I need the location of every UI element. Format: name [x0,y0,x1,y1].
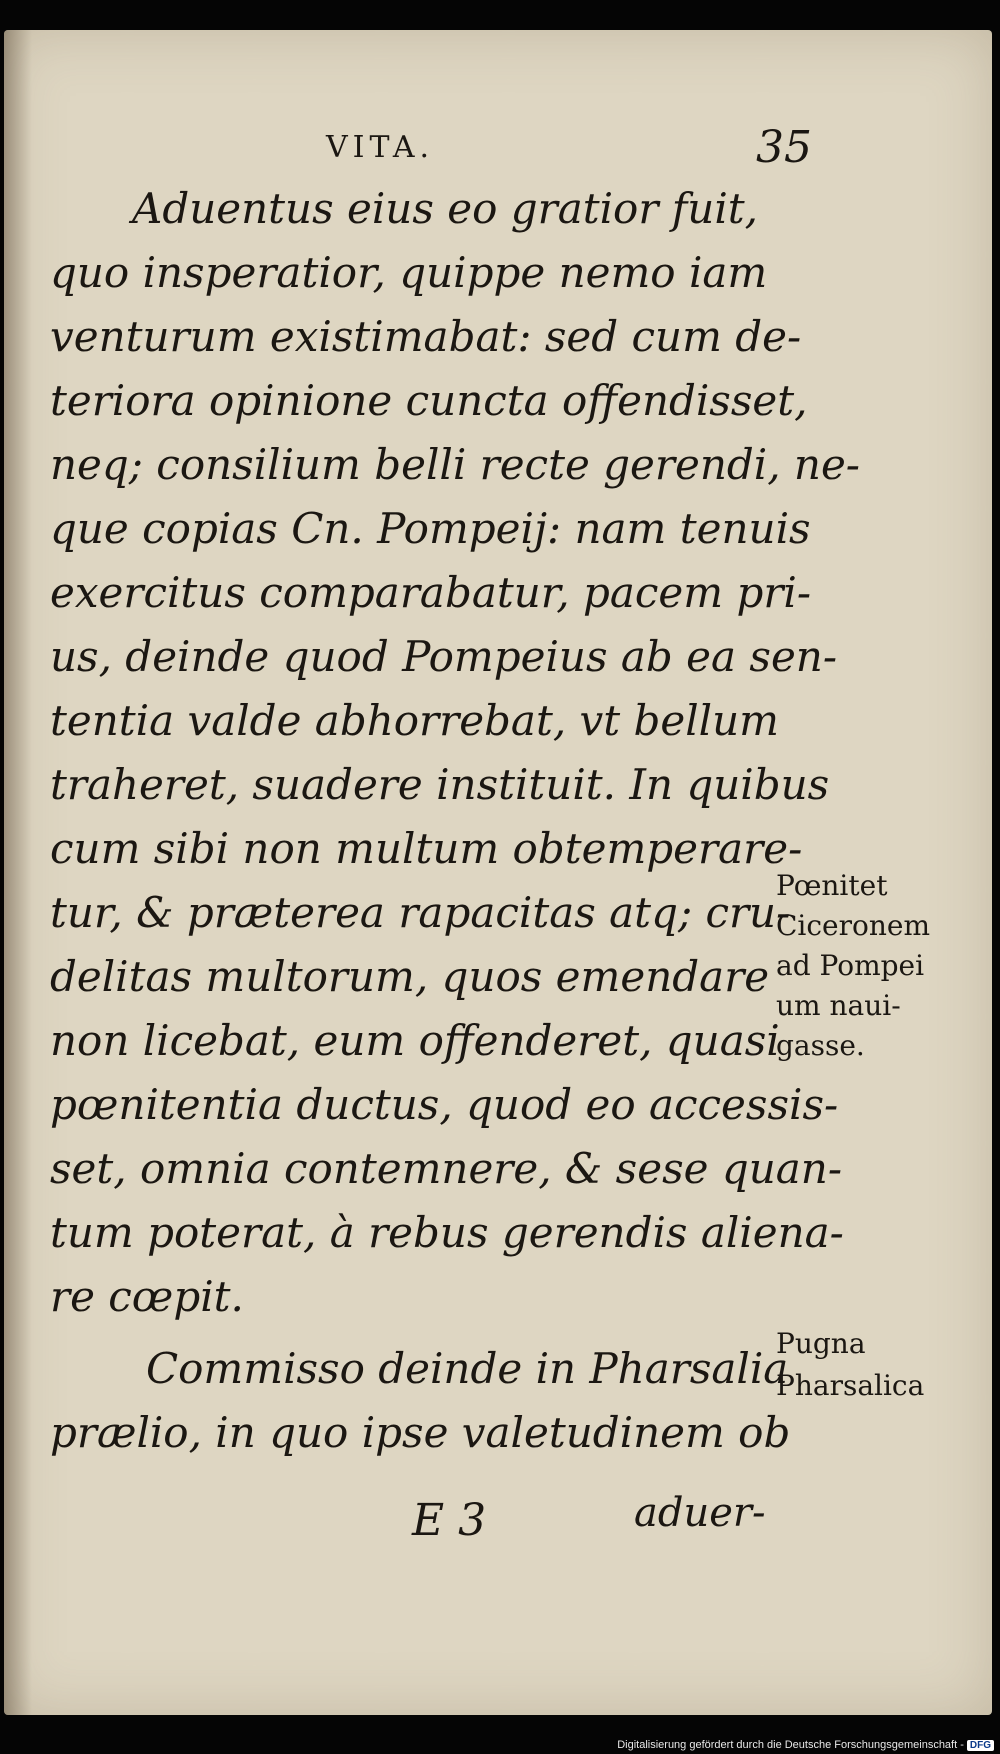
margin-note-line: ad Pompei [776,949,925,982]
margin-note-line: Ciceronem [776,909,931,942]
page-number: 35 [756,122,812,173]
body-line: teriora opinione cuncta offendisset, [50,376,808,425]
body-line: set, omnia contemnere, & sese quan- [50,1144,843,1193]
body-line: Commisso deinde in Pharsalia [146,1344,789,1393]
body-line: us, deinde quod Pompeius ab ea sen- [50,632,838,681]
signature-mark: E 3 [412,1495,487,1546]
body-line: que copias Cn. Pompeij: nam tenuis [50,504,811,553]
catchword: aduer- [634,1490,766,1536]
body-line: exercitus comparabatur, pacem pri- [50,568,812,617]
body-line: tum poterat, à rebus gerendis aliena- [50,1208,844,1257]
running-head: VITA. [326,130,435,165]
margin-note-line: um naui- [776,989,901,1022]
body-line: quo insperatior, quippe nemo iam [50,248,768,297]
digitization-credit-text: Digitalisierung gefördert durch die Deutsche Forschungsgemeinschaft - [617,1739,964,1751]
spine-shadow [4,30,32,1715]
body-line: tur, & præterea rapacitas atq; cru- [50,888,791,937]
body-line: prælio, in quo ipse valetudinem ob [50,1408,791,1457]
body-line: Aduentus eius eo gratior fuit, [132,184,759,233]
body-line: re cœpit. [50,1272,244,1321]
margin-note-line: Pugna [776,1327,866,1360]
body-line: venturum existimabat: sed cum de- [50,312,802,361]
body-line: traheret, suadere instituit. In quibus [50,760,830,809]
margin-note-line: Pharsalica [776,1369,925,1402]
body-line: tentia valde abhorrebat, vt bellum [50,696,779,745]
margin-note-line: Pœnitet [776,869,888,902]
body-line: cum sibi non multum obtemperare- [50,824,803,873]
dfg-logo: DFG [967,1740,994,1751]
book-page [4,30,992,1715]
body-line: delitas multorum, quos emendare [50,952,770,1001]
body-line: neq; consilium belli recte gerendi, ne- [50,440,860,489]
body-line: pœnitentia ductus, quod eo accessis- [50,1080,839,1129]
digitization-credit [617,1739,994,1751]
margin-note-line: gasse. [776,1029,865,1062]
body-line: non licebat, eum offenderet, quasi [50,1016,780,1065]
